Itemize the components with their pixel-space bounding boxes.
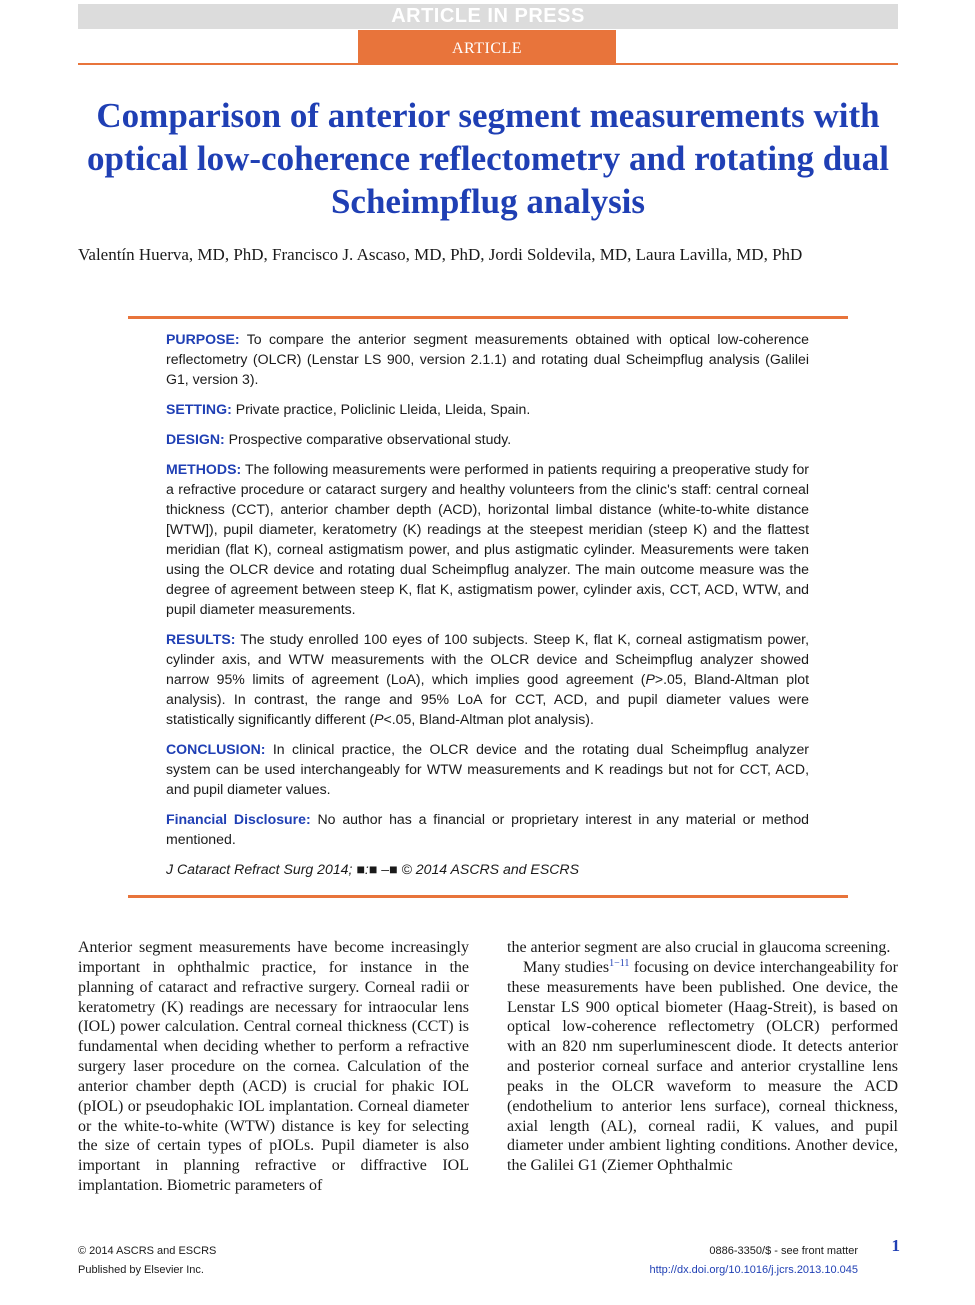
journal-citation: J Cataract Refract Surg 2014; ■:■ –■ © 2014 ASCRS and ESCRS — [166, 861, 579, 877]
body-paragraph — [507, 958, 898, 1176]
section-label: ARTICLE — [451, 40, 523, 57]
publisher-line: Published by Elsevier Inc. — [78, 1264, 204, 1276]
reference-link[interactable]: 1−11 — [609, 957, 630, 969]
abstract-design — [166, 429, 809, 449]
author-list: Valentín Huerva, MD, PhD, Francisco J. Ascaso, MD, PhD, Jordi Soldevila, MD, Laura Lavilla, MD, PhD — [78, 245, 803, 264]
design-label: DESIGN: — [166, 431, 225, 447]
results-label: RESULTS: — [166, 631, 236, 647]
abstract-purpose — [166, 329, 809, 389]
press-label: ARTICLE IN PRESS — [391, 5, 585, 27]
footer-right — [560, 1242, 858, 1280]
design-text: Prospective comparative observational study. — [224, 431, 512, 447]
body-paragraph: Anterior segment measurements have become increasingly important in ophthalmic practice, for instance in the planning of cataract and refractive surgery. Corneal radii or keratometry (K) readings are necessary for intraocular lens (IOL) power calculation. Central corneal thickness (CCT) is fundamental when deciding whether to perform a refractive surgery laser procedure on the cornea. Calculation of the anterior chamber depth (ACD) is crucial for phakic IOL (pIOL) or pseudophakic IOL implantation. Corneal diameter or the white-to-white (WTW) distance is key for selecting the size of certain types of pIOLs. Pupil diameter is also important in planning refractive or diffractive IOL implantation. Biometric parameters of — [78, 939, 469, 1195]
body-text: focusing on device interchangeability for these measurements have been published. One device, the Lenstar LS 900 optical biometer (Haag-Streit), is based on optical low-coherence reflectometry (OLCR) performed with an 820 nm superluminescent diode. It detects anterior and posterior corneal surface and anterior crystalline lens peaks in the OLCR waveform to measure the ACD (endothelium to anterior lens surface), corneal thickness, axial length (AL), corneal radii, K values, and pupil diameter under ambient lighting conditions. Another device, the Galilei G1 (Ziemer Ophthalmic — [507, 958, 898, 1175]
purpose-label: PURPOSE: — [166, 331, 240, 347]
abstract-setting — [166, 399, 809, 419]
abstract-results — [166, 629, 809, 729]
results-p-2: P — [374, 711, 384, 727]
methods-label: METHODS: — [166, 461, 242, 477]
setting-text: Private practice, Policlinic Lleida, Lleida, Spain. — [231, 401, 531, 417]
abstract-disclosure — [166, 809, 809, 849]
footer-left — [78, 1242, 216, 1280]
results-text-1: The study enrolled 100 eyes of 100 subjects. Steep K, flat K, corneal astigmatism power, cylinder axis, and WTW measurements with the OLCR device and Scheimpflug analyzer showed narrow 95% limits of agreement (LoA), which implies good agreement ( — [166, 631, 809, 687]
abstract-conclusion — [166, 739, 809, 799]
section-tab — [358, 30, 616, 65]
issn-line: 0886-3350/$ - see front matter — [709, 1245, 858, 1257]
abstract — [166, 329, 809, 889]
conclusion-text: In clinical practice, the OLCR device and the rotating dual Scheimpflug analyzer system can be used interchangeably for WTW measurements and K readings but not for CCT, ACD, and pupil diameter values. — [166, 741, 809, 797]
abstract-bottom-rule — [128, 895, 848, 898]
copyright-line: © 2014 ASCRS and ESCRS — [78, 1245, 217, 1257]
abstract-top-rule — [128, 316, 848, 319]
results-p-1: P — [645, 671, 655, 687]
body-column-left — [78, 938, 469, 1196]
doi-link[interactable]: http://dx.doi.org/10.1016/j.jcrs.2013.10.045 — [649, 1264, 858, 1276]
article-in-press-banner — [78, 4, 898, 29]
methods-text: The following measurements were performed in patients requiring a preoperative study for a refractive procedure or cataract surgery and healthy volunteers from the clinic's staff: central corneal thickness (CCT), anterior chamber depth (ACD), horizontal limbal distance (white-to-white distance [WTW]), pupil diameter, keratometry (K) readings at the steepest meridian (steep K) and the flattest meridian (flat K), corneal astigmatism power, and plus astigmatic cylinder. Measurements were taken using the OLCR device and rotating dual Scheimpflug analyzer. The main outcome measure was the degree of agreement between steep K, flat K, astigmatism power, cylinder axis, CCT, ACD, WTW, and pupil diameter measurements. — [166, 461, 809, 617]
results-text-3: <.05, Bland-Altman plot analysis). — [383, 711, 594, 727]
body-column-right — [507, 938, 898, 1176]
abstract-methods — [166, 459, 809, 619]
body-text: Many studies — [523, 958, 610, 976]
purpose-text: To compare the anterior segment measurements obtained with optical low-coherence reflectometry (OLCR) (Lenstar LS 900, version 2.1.1) and rotating dual Scheimpflug analysis (Galilei G1, version 3). — [166, 331, 809, 387]
page-number: 1 — [891, 1236, 900, 1255]
disclosure-text: No author has a financial or proprietary interest in any material or method mentioned. — [166, 811, 809, 847]
body-paragraph: the anterior segment are also crucial in glaucoma screening. — [507, 939, 891, 956]
setting-label: SETTING: — [166, 401, 232, 417]
conclusion-label: CONCLUSION: — [166, 741, 266, 757]
results-text-2: >.05, Bland-Altman plot analysis). In contrast, the range and 95% LoA for CCT, ACD, and pupil diameter values were statistically significantly different ( — [166, 671, 809, 727]
disclosure-label: Financial Disclosure: — [166, 811, 311, 827]
article-title: Comparison of anterior segment measurements with optical low-coherence reflectometry and rotating dual Scheimpflug analysis — [87, 96, 889, 221]
